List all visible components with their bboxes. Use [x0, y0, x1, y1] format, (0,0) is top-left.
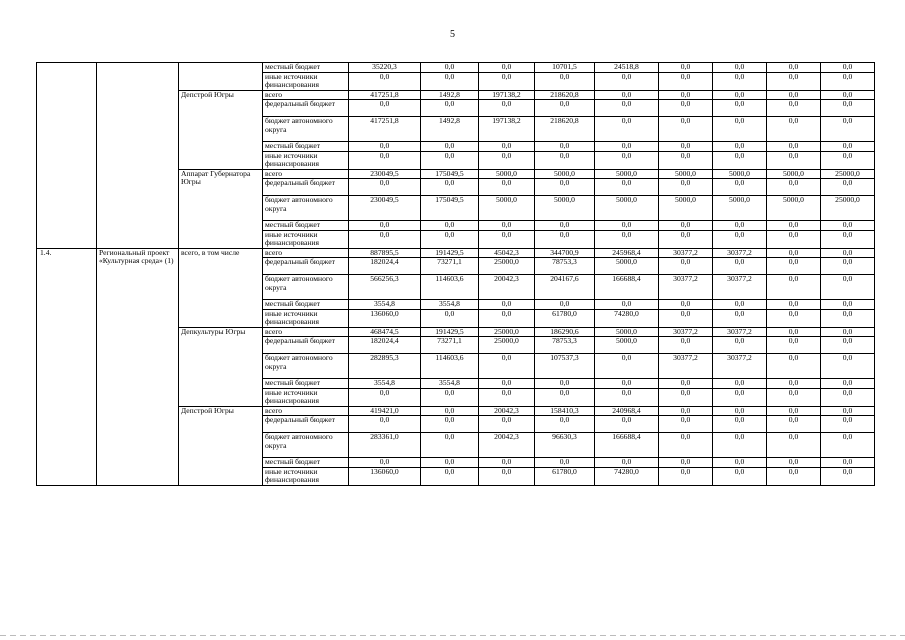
value-cell: 0,0: [421, 142, 479, 152]
value-cell: 0,0: [595, 179, 659, 196]
value-cell: 0,0: [421, 179, 479, 196]
value-cell: 30377,2: [659, 327, 713, 337]
value-cell: 0,0: [821, 337, 875, 354]
value-cell: 0,0: [349, 151, 421, 169]
value-cell: 0,0: [659, 100, 713, 117]
value-cell: 0,0: [479, 179, 535, 196]
value-cell: 0,0: [479, 142, 535, 152]
value-cell: 0,0: [421, 467, 479, 485]
value-cell: 0,0: [767, 406, 821, 416]
value-cell: 0,0: [821, 63, 875, 73]
value-cell: 5000,0: [535, 169, 595, 179]
value-cell: 35220,3: [349, 63, 421, 73]
value-cell: 0,0: [767, 275, 821, 300]
value-cell: 566256,3: [349, 275, 421, 300]
value-cell: 0,0: [479, 354, 535, 379]
value-cell: 197138,2: [479, 117, 535, 142]
value-cell: 0,0: [767, 63, 821, 73]
value-cell: 0,0: [595, 117, 659, 142]
value-cell: 0,0: [479, 379, 535, 389]
value-cell: 0,0: [479, 63, 535, 73]
value-cell: 5000,0: [713, 196, 767, 221]
funding-source-cell: местный бюджет: [263, 300, 349, 310]
value-cell: 0,0: [821, 354, 875, 379]
value-cell: 24518,8: [595, 63, 659, 73]
value-cell: 0,0: [595, 100, 659, 117]
value-cell: 0,0: [767, 142, 821, 152]
executor-cell: Депстрой Югры: [179, 406, 263, 485]
value-cell: 0,0: [821, 309, 875, 327]
value-cell: 20042,3: [479, 275, 535, 300]
value-cell: 0,0: [713, 90, 767, 100]
funding-source-cell: иные источники финансирования: [263, 388, 349, 406]
value-cell: 218620,8: [535, 117, 595, 142]
value-cell: 0,0: [659, 458, 713, 468]
value-cell: 182024,4: [349, 337, 421, 354]
value-cell: 0,0: [767, 458, 821, 468]
value-cell: 0,0: [659, 151, 713, 169]
value-cell: 0,0: [767, 337, 821, 354]
value-cell: 0,0: [535, 179, 595, 196]
value-cell: 61780,0: [535, 467, 595, 485]
value-cell: 0,0: [349, 179, 421, 196]
value-cell: 30377,2: [659, 354, 713, 379]
value-cell: 0,0: [821, 72, 875, 90]
value-cell: 0,0: [421, 309, 479, 327]
value-cell: 0,0: [595, 388, 659, 406]
value-cell: 25000,0: [821, 169, 875, 179]
value-cell: 25000,0: [479, 327, 535, 337]
value-cell: 0,0: [821, 275, 875, 300]
value-cell: 0,0: [535, 72, 595, 90]
value-cell: 10701,5: [535, 63, 595, 73]
value-cell: 230049,5: [349, 196, 421, 221]
value-cell: 20042,3: [479, 406, 535, 416]
value-cell: 0,0: [659, 72, 713, 90]
value-cell: 0,0: [421, 458, 479, 468]
value-cell: 282895,3: [349, 354, 421, 379]
row-index-cell: [37, 63, 97, 249]
value-cell: 0,0: [713, 63, 767, 73]
value-cell: 0,0: [535, 416, 595, 433]
funding-source-cell: бюджет автономного округа: [263, 433, 349, 458]
value-cell: 0,0: [659, 221, 713, 231]
funding-source-cell: бюджет автономного округа: [263, 354, 349, 379]
funding-source-cell: федеральный бюджет: [263, 337, 349, 354]
value-cell: 0,0: [659, 230, 713, 248]
value-cell: 0,0: [821, 379, 875, 389]
value-cell: 5000,0: [595, 196, 659, 221]
value-cell: 0,0: [767, 248, 821, 258]
value-cell: 5000,0: [659, 196, 713, 221]
value-cell: 166688,4: [595, 275, 659, 300]
value-cell: 0,0: [767, 221, 821, 231]
value-cell: 0,0: [595, 379, 659, 389]
value-cell: 283361,0: [349, 433, 421, 458]
value-cell: 0,0: [821, 327, 875, 337]
value-cell: 0,0: [349, 230, 421, 248]
value-cell: 0,0: [821, 90, 875, 100]
funding-source-cell: всего: [263, 327, 349, 337]
value-cell: 0,0: [767, 72, 821, 90]
value-cell: 0,0: [659, 406, 713, 416]
row-index-cell: 1.4.: [37, 248, 97, 485]
value-cell: 0,0: [821, 300, 875, 310]
value-cell: 25000,0: [479, 258, 535, 275]
value-cell: 0,0: [595, 416, 659, 433]
value-cell: 0,0: [659, 117, 713, 142]
value-cell: 0,0: [713, 258, 767, 275]
value-cell: 0,0: [713, 309, 767, 327]
value-cell: 0,0: [421, 63, 479, 73]
value-cell: 419421,0: [349, 406, 421, 416]
value-cell: 114603,6: [421, 354, 479, 379]
value-cell: 0,0: [767, 117, 821, 142]
value-cell: 0,0: [659, 309, 713, 327]
value-cell: 0,0: [479, 416, 535, 433]
value-cell: 0,0: [479, 221, 535, 231]
value-cell: 0,0: [421, 433, 479, 458]
value-cell: 0,0: [821, 248, 875, 258]
funding-source-cell: иные источники финансирования: [263, 72, 349, 90]
funding-source-cell: иные источники финансирования: [263, 151, 349, 169]
value-cell: 0,0: [713, 337, 767, 354]
value-cell: 175049,5: [421, 196, 479, 221]
value-cell: 218620,8: [535, 90, 595, 100]
value-cell: 78753,3: [535, 258, 595, 275]
value-cell: 0,0: [479, 458, 535, 468]
value-cell: 245968,4: [595, 248, 659, 258]
value-cell: 3554,8: [349, 300, 421, 310]
value-cell: 0,0: [595, 230, 659, 248]
value-cell: 0,0: [421, 100, 479, 117]
value-cell: 0,0: [713, 433, 767, 458]
value-cell: 344700,9: [535, 248, 595, 258]
value-cell: 0,0: [713, 458, 767, 468]
value-cell: 0,0: [821, 258, 875, 275]
value-cell: 0,0: [767, 354, 821, 379]
value-cell: 0,0: [535, 142, 595, 152]
value-cell: 0,0: [349, 416, 421, 433]
value-cell: 0,0: [421, 416, 479, 433]
value-cell: 73271,1: [421, 258, 479, 275]
funding-source-cell: иные источники финансирования: [263, 309, 349, 327]
value-cell: 0,0: [767, 90, 821, 100]
value-cell: 5000,0: [595, 169, 659, 179]
value-cell: 96630,3: [535, 433, 595, 458]
value-cell: 0,0: [349, 221, 421, 231]
value-cell: 0,0: [713, 117, 767, 142]
value-cell: 0,0: [421, 388, 479, 406]
value-cell: 0,0: [659, 388, 713, 406]
value-cell: 5000,0: [535, 196, 595, 221]
project-name-cell: [97, 63, 179, 249]
value-cell: 0,0: [535, 151, 595, 169]
value-cell: 0,0: [659, 379, 713, 389]
funding-source-cell: всего: [263, 90, 349, 100]
executor-cell: Депстрой Югры: [179, 90, 263, 169]
value-cell: 0,0: [767, 179, 821, 196]
value-cell: 45042,3: [479, 248, 535, 258]
value-cell: 887895,5: [349, 248, 421, 258]
value-cell: 0,0: [821, 406, 875, 416]
value-cell: 30377,2: [713, 275, 767, 300]
value-cell: 0,0: [479, 309, 535, 327]
value-cell: 0,0: [767, 379, 821, 389]
value-cell: 0,0: [821, 179, 875, 196]
value-cell: 0,0: [821, 388, 875, 406]
funding-source-cell: бюджет автономного округа: [263, 117, 349, 142]
value-cell: 30377,2: [659, 248, 713, 258]
value-cell: 136060,0: [349, 309, 421, 327]
funding-source-cell: федеральный бюджет: [263, 100, 349, 117]
project-name-cell: Региональный проект «Культурная среда» (1): [97, 248, 179, 485]
value-cell: 0,0: [713, 72, 767, 90]
value-cell: 0,0: [595, 90, 659, 100]
value-cell: 0,0: [479, 230, 535, 248]
value-cell: 5000,0: [479, 196, 535, 221]
value-cell: 417251,8: [349, 117, 421, 142]
value-cell: 0,0: [821, 100, 875, 117]
funding-source-cell: бюджет автономного округа: [263, 275, 349, 300]
value-cell: 0,0: [767, 300, 821, 310]
value-cell: 0,0: [767, 151, 821, 169]
value-cell: 0,0: [713, 388, 767, 406]
value-cell: 0,0: [767, 467, 821, 485]
value-cell: 0,0: [479, 72, 535, 90]
value-cell: 0,0: [767, 416, 821, 433]
value-cell: 0,0: [535, 388, 595, 406]
value-cell: 0,0: [767, 388, 821, 406]
value-cell: 0,0: [659, 179, 713, 196]
value-cell: 0,0: [821, 467, 875, 485]
value-cell: 0,0: [479, 467, 535, 485]
value-cell: 30377,2: [713, 354, 767, 379]
value-cell: 1492,8: [421, 117, 479, 142]
value-cell: 0,0: [713, 179, 767, 196]
value-cell: 175049,5: [421, 169, 479, 179]
value-cell: 186290,6: [535, 327, 595, 337]
budget-table-body: [37, 63, 875, 486]
value-cell: 5000,0: [595, 327, 659, 337]
value-cell: 0,0: [349, 100, 421, 117]
value-cell: 0,0: [535, 221, 595, 231]
value-cell: 197138,2: [479, 90, 535, 100]
value-cell: 0,0: [349, 72, 421, 90]
funding-source-cell: всего: [263, 248, 349, 258]
value-cell: 0,0: [821, 221, 875, 231]
value-cell: 0,0: [659, 63, 713, 73]
funding-source-cell: иные источники финансирования: [263, 230, 349, 248]
value-cell: 0,0: [767, 433, 821, 458]
funding-source-cell: федеральный бюджет: [263, 416, 349, 433]
funding-source-cell: местный бюджет: [263, 221, 349, 231]
value-cell: 0,0: [713, 379, 767, 389]
value-cell: 5000,0: [659, 169, 713, 179]
value-cell: 0,0: [421, 151, 479, 169]
funding-source-cell: местный бюджет: [263, 63, 349, 73]
value-cell: 0,0: [535, 300, 595, 310]
value-cell: 0,0: [767, 100, 821, 117]
value-cell: 468474,5: [349, 327, 421, 337]
value-cell: 0,0: [421, 230, 479, 248]
value-cell: 1492,8: [421, 90, 479, 100]
value-cell: 0,0: [595, 72, 659, 90]
value-cell: 61780,0: [535, 309, 595, 327]
value-cell: 0,0: [713, 467, 767, 485]
value-cell: 0,0: [479, 388, 535, 406]
value-cell: 204167,6: [535, 275, 595, 300]
value-cell: 73271,1: [421, 337, 479, 354]
value-cell: 0,0: [659, 90, 713, 100]
executor-cell: Аппарат Губернатора Югры: [179, 169, 263, 248]
executor-cell: всего, в том числе: [179, 248, 263, 327]
executor-cell: [179, 63, 263, 91]
value-cell: 0,0: [821, 142, 875, 152]
value-cell: 107537,3: [535, 354, 595, 379]
value-cell: 0,0: [659, 416, 713, 433]
value-cell: 5000,0: [595, 337, 659, 354]
value-cell: 3554,8: [421, 379, 479, 389]
value-cell: 25000,0: [821, 196, 875, 221]
value-cell: 0,0: [659, 142, 713, 152]
value-cell: 25000,0: [479, 337, 535, 354]
value-cell: 0,0: [821, 416, 875, 433]
value-cell: 0,0: [821, 433, 875, 458]
value-cell: 0,0: [659, 337, 713, 354]
value-cell: 74280,0: [595, 467, 659, 485]
value-cell: 0,0: [713, 300, 767, 310]
value-cell: 0,0: [821, 117, 875, 142]
value-cell: 417251,8: [349, 90, 421, 100]
value-cell: 0,0: [421, 72, 479, 90]
value-cell: 5000,0: [479, 169, 535, 179]
funding-source-cell: федеральный бюджет: [263, 179, 349, 196]
value-cell: 0,0: [595, 221, 659, 231]
value-cell: 0,0: [767, 230, 821, 248]
funding-source-cell: местный бюджет: [263, 379, 349, 389]
value-cell: 0,0: [595, 142, 659, 152]
value-cell: 0,0: [349, 142, 421, 152]
value-cell: 0,0: [659, 258, 713, 275]
value-cell: 182024,4: [349, 258, 421, 275]
value-cell: 5000,0: [713, 169, 767, 179]
value-cell: 0,0: [767, 258, 821, 275]
value-cell: 0,0: [821, 230, 875, 248]
value-cell: 0,0: [713, 416, 767, 433]
table-row: [37, 63, 875, 73]
value-cell: 0,0: [713, 406, 767, 416]
scan-artifact-line: [0, 635, 905, 636]
value-cell: 0,0: [479, 151, 535, 169]
value-cell: 0,0: [595, 354, 659, 379]
value-cell: 3554,8: [421, 300, 479, 310]
page-number: 5: [450, 29, 455, 40]
value-cell: 0,0: [767, 327, 821, 337]
value-cell: 0,0: [713, 221, 767, 231]
value-cell: 114603,6: [421, 275, 479, 300]
funding-source-cell: федеральный бюджет: [263, 258, 349, 275]
value-cell: 136060,0: [349, 467, 421, 485]
value-cell: 0,0: [421, 406, 479, 416]
value-cell: 0,0: [535, 458, 595, 468]
value-cell: 166688,4: [595, 433, 659, 458]
funding-source-cell: местный бюджет: [263, 142, 349, 152]
value-cell: 0,0: [659, 467, 713, 485]
value-cell: 0,0: [595, 300, 659, 310]
value-cell: 0,0: [479, 300, 535, 310]
funding-source-cell: иные источники финансирования: [263, 467, 349, 485]
value-cell: 0,0: [535, 100, 595, 117]
value-cell: 191429,5: [421, 248, 479, 258]
value-cell: 0,0: [535, 230, 595, 248]
value-cell: 30377,2: [659, 275, 713, 300]
value-cell: 5000,0: [595, 258, 659, 275]
funding-source-cell: всего: [263, 169, 349, 179]
value-cell: 0,0: [713, 230, 767, 248]
value-cell: 230049,5: [349, 169, 421, 179]
value-cell: 191429,5: [421, 327, 479, 337]
executor-cell: Депкультуры Югры: [179, 327, 263, 406]
value-cell: 74280,0: [595, 309, 659, 327]
value-cell: 30377,2: [713, 248, 767, 258]
value-cell: 30377,2: [713, 327, 767, 337]
value-cell: 0,0: [535, 379, 595, 389]
value-cell: 0,0: [767, 309, 821, 327]
value-cell: 240968,4: [595, 406, 659, 416]
value-cell: 0,0: [713, 151, 767, 169]
funding-source-cell: местный бюджет: [263, 458, 349, 468]
value-cell: 0,0: [595, 458, 659, 468]
value-cell: 0,0: [595, 151, 659, 169]
value-cell: 0,0: [821, 151, 875, 169]
value-cell: 0,0: [659, 433, 713, 458]
value-cell: 78753,3: [535, 337, 595, 354]
value-cell: 0,0: [479, 100, 535, 117]
value-cell: 3554,8: [349, 379, 421, 389]
table-row: [37, 248, 875, 258]
value-cell: 20042,3: [479, 433, 535, 458]
value-cell: 0,0: [713, 142, 767, 152]
budget-table: [36, 62, 875, 486]
value-cell: 0,0: [349, 388, 421, 406]
value-cell: 5000,0: [767, 196, 821, 221]
funding-source-cell: бюджет автономного округа: [263, 196, 349, 221]
value-cell: 0,0: [659, 300, 713, 310]
funding-source-cell: всего: [263, 406, 349, 416]
value-cell: 158410,3: [535, 406, 595, 416]
value-cell: 0,0: [421, 221, 479, 231]
value-cell: 0,0: [713, 100, 767, 117]
value-cell: 5000,0: [767, 169, 821, 179]
value-cell: 0,0: [349, 458, 421, 468]
value-cell: 0,0: [821, 458, 875, 468]
